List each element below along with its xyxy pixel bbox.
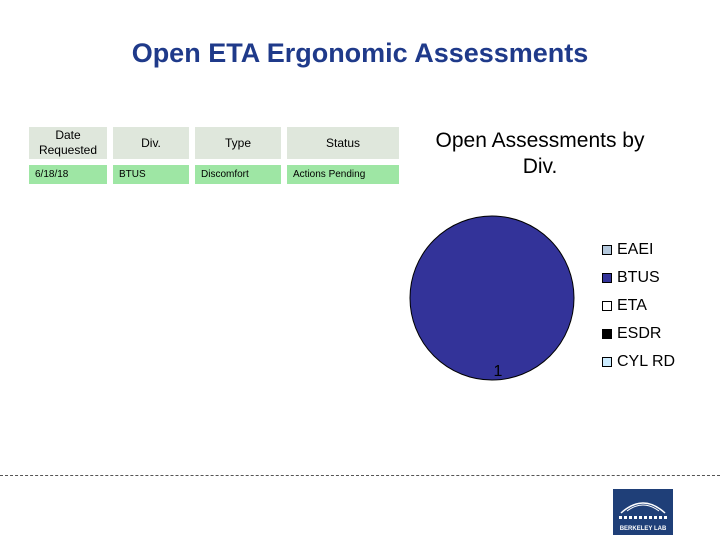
chart-title: Open Assessments by Div.	[435, 129, 645, 178]
footer-divider	[0, 475, 720, 476]
cell-division: BTUS	[113, 165, 189, 184]
legend-item-eaei	[602, 236, 675, 264]
legend-label-btus: BTUS	[617, 269, 660, 286]
column-header-status: Status	[287, 127, 399, 159]
legend-swatch-eta	[602, 301, 612, 311]
slide-title: Open ETA Ergonomic Assessments	[131, 38, 589, 68]
column-header-division: Div.	[113, 127, 189, 159]
berkeley-lab-logo	[613, 489, 673, 535]
column-header-type: Type	[195, 127, 281, 159]
legend-item-cyl-rd	[602, 348, 675, 376]
legend-swatch-esdr	[602, 329, 612, 339]
legend-label-eaei: EAEI	[617, 241, 654, 258]
legend-label-esdr: ESDR	[617, 325, 662, 342]
logo-text: BERKELEY LAB	[619, 526, 667, 532]
pie-slice-btus	[410, 216, 574, 380]
chart-legend	[602, 236, 675, 376]
cell-date-requested: 6/18/18	[29, 165, 107, 184]
legend-swatch-cyl-rd	[602, 357, 612, 367]
legend-item-btus	[602, 264, 675, 292]
legend-label-eta: ETA	[617, 297, 647, 314]
legend-item-esdr	[602, 320, 675, 348]
legend-item-eta	[602, 292, 675, 320]
legend-label-cyl-rd: CYL RD	[617, 353, 676, 370]
column-header-date-requested: Date Requested	[29, 127, 107, 159]
cell-status: Actions Pending	[287, 165, 399, 184]
cell-type: Discomfort	[195, 165, 281, 184]
legend-swatch-eaei	[602, 245, 612, 255]
legend-swatch-btus	[602, 273, 612, 283]
data-label-btus: 1	[493, 363, 503, 380]
